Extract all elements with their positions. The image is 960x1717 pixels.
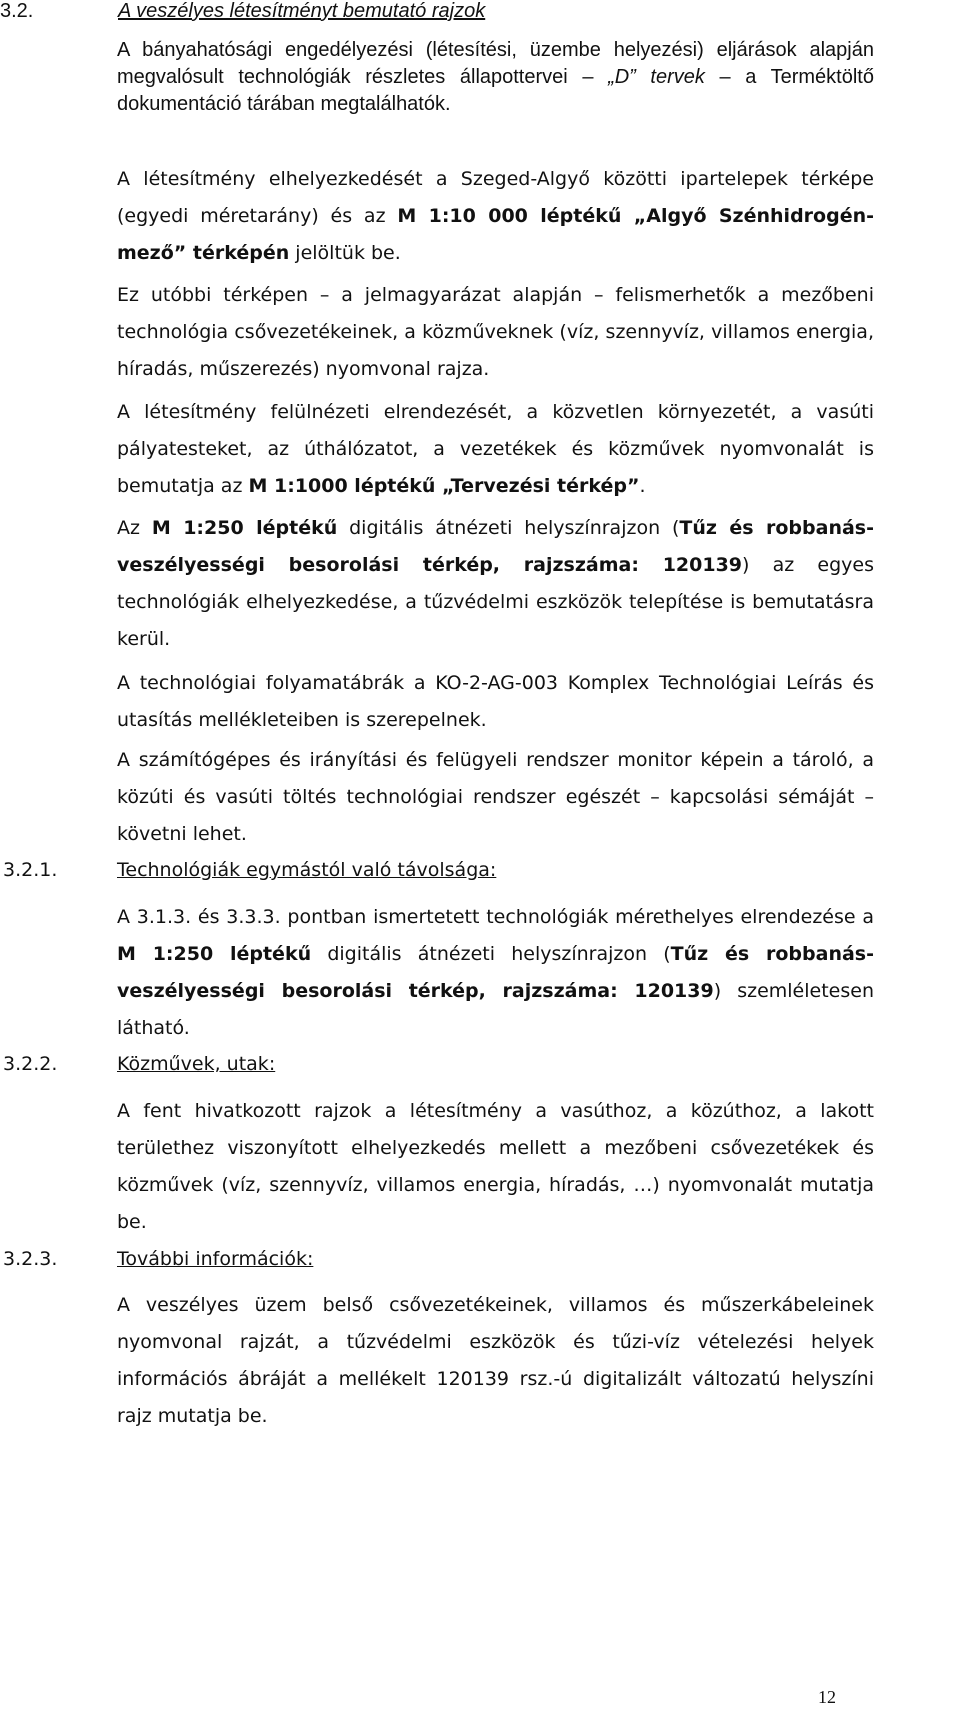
bold-text: M 1:10 000 léptékű „Algyő Szénhidrogén-mező” térképén bbox=[117, 205, 874, 264]
text: A fent hivatkozott rajzok a létesítmény a vasúthoz, a közúthoz, a lakott területhez viszonyított elhelyezkedés mellett a mezőbeni csővezetékek és közművek (víz, szennyvíz, villamos energia, híradás, …) nyomvonalát mutatja be. bbox=[117, 1100, 874, 1233]
text: A veszélyes üzem belső csővezetékeinek, villamos és műszerkábeleinek nyomvonal rajzát, a tűzvédelmi eszközök és tűzi-víz vételezési helyek információs ábráját a mellékelt 120139 rsz.-ú digitalizált változatú helyszíni rajz mutatja be. bbox=[117, 1294, 874, 1427]
section-title: A veszélyes létesítményt bemutató rajzok bbox=[118, 0, 486, 22]
text: jelöltük be. bbox=[289, 242, 401, 264]
text: Az bbox=[117, 517, 152, 539]
bold-text: M 1:1000 léptékű „Tervezési térkép” bbox=[248, 475, 640, 497]
subsection-number: 3.2.1. bbox=[3, 859, 58, 881]
bold-text: M 1:250 léptékű bbox=[117, 943, 312, 965]
bold-text: Tűz és robbanás-veszélyességi besorolási térkép, rajzszáma: 120139 bbox=[117, 943, 874, 1002]
text: digitális átnézeti helyszínrajzon ( bbox=[337, 517, 680, 539]
page-number: 12 bbox=[818, 1687, 836, 1707]
text: A 3.1.3. és 3.3.3. pontban ismertetett technológiák mérethelyes elrendezése a bbox=[117, 906, 874, 928]
text: ) az egyes technológiák elhelyezkedése, a tűzvédelmi eszközök telepítése is bemutatásra kerül. bbox=[117, 554, 874, 650]
paragraph-utilities bbox=[117, 1093, 874, 1241]
paragraph-map-legend bbox=[117, 277, 874, 388]
paragraph-further-info bbox=[117, 1287, 874, 1435]
subsection-number: 3.2.3. bbox=[3, 1248, 58, 1270]
paragraph-site-location bbox=[117, 161, 874, 272]
text: A bányahatósági engedélyezési (létesítési, üzembe helyezési) eljárások alapján megvalósult technológiák részletes állapottervei – bbox=[117, 39, 874, 88]
bold-text: M 1:250 léptékű bbox=[151, 517, 338, 539]
paragraph-technology-distances bbox=[117, 899, 874, 1047]
text: Ez utóbbi térképen – a jelmagyarázat alapján – felismerhetők a mezőbeni technológia csővezetékeinek, a közműveknek (víz, szennyvíz, villamos energia, híradás, műszerezés) nyomvonal rajza. bbox=[117, 284, 874, 380]
paragraph-layout-map bbox=[117, 394, 874, 505]
emphasis: „D” tervek bbox=[608, 66, 705, 88]
text: A létesítmény felülnézeti elrendezését, a közvetlen környezetét, a vasúti pályatesteket, az úthálózatot, a vezetékek és közművek nyomvonalát is bemutatja az bbox=[117, 401, 874, 497]
subsection-title: További információk: bbox=[117, 1248, 314, 1270]
bold-text: Tűz és robbanás-veszélyességi besorolási térkép, rajzszáma: 120139 bbox=[117, 517, 874, 576]
text: A számítógépes és irányítási és felügyeli rendszer monitor képein a tároló, a közúti és vasúti töltés technológiai rendszer egészét – kapcsolási sémáját – követni lehet. bbox=[117, 749, 874, 845]
text: ) szemléletesen látható. bbox=[117, 980, 874, 1039]
text: digitális átnézeti helyszínrajzon ( bbox=[311, 943, 671, 965]
section-number: 3.2. bbox=[0, 0, 34, 22]
paragraph-monitor-system bbox=[117, 742, 874, 853]
text: – a Terméktöltő dokumentáció tárában megtalálhatók. bbox=[117, 66, 874, 115]
text: A létesítmény elhelyezkedését a Szeged-Algyő közötti ipartelepek térképe (egyedi méretarány) és az bbox=[117, 168, 874, 227]
subsection-title: Technológiák egymástól való távolsága: bbox=[117, 859, 497, 881]
text: A technológiai folyamatábrák a KO-2-AG-003 Komplex Technológiai Leírás és utasítás mellékleteiben is szerepelnek. bbox=[117, 672, 874, 731]
subsection-title: Közművek, utak: bbox=[117, 1053, 276, 1075]
paragraph-flow-charts bbox=[117, 665, 874, 739]
subsection-number: 3.2.2. bbox=[3, 1053, 58, 1075]
text: . bbox=[639, 475, 646, 497]
paragraph-fire-map bbox=[117, 510, 874, 658]
paragraph-state-plans bbox=[117, 37, 874, 118]
